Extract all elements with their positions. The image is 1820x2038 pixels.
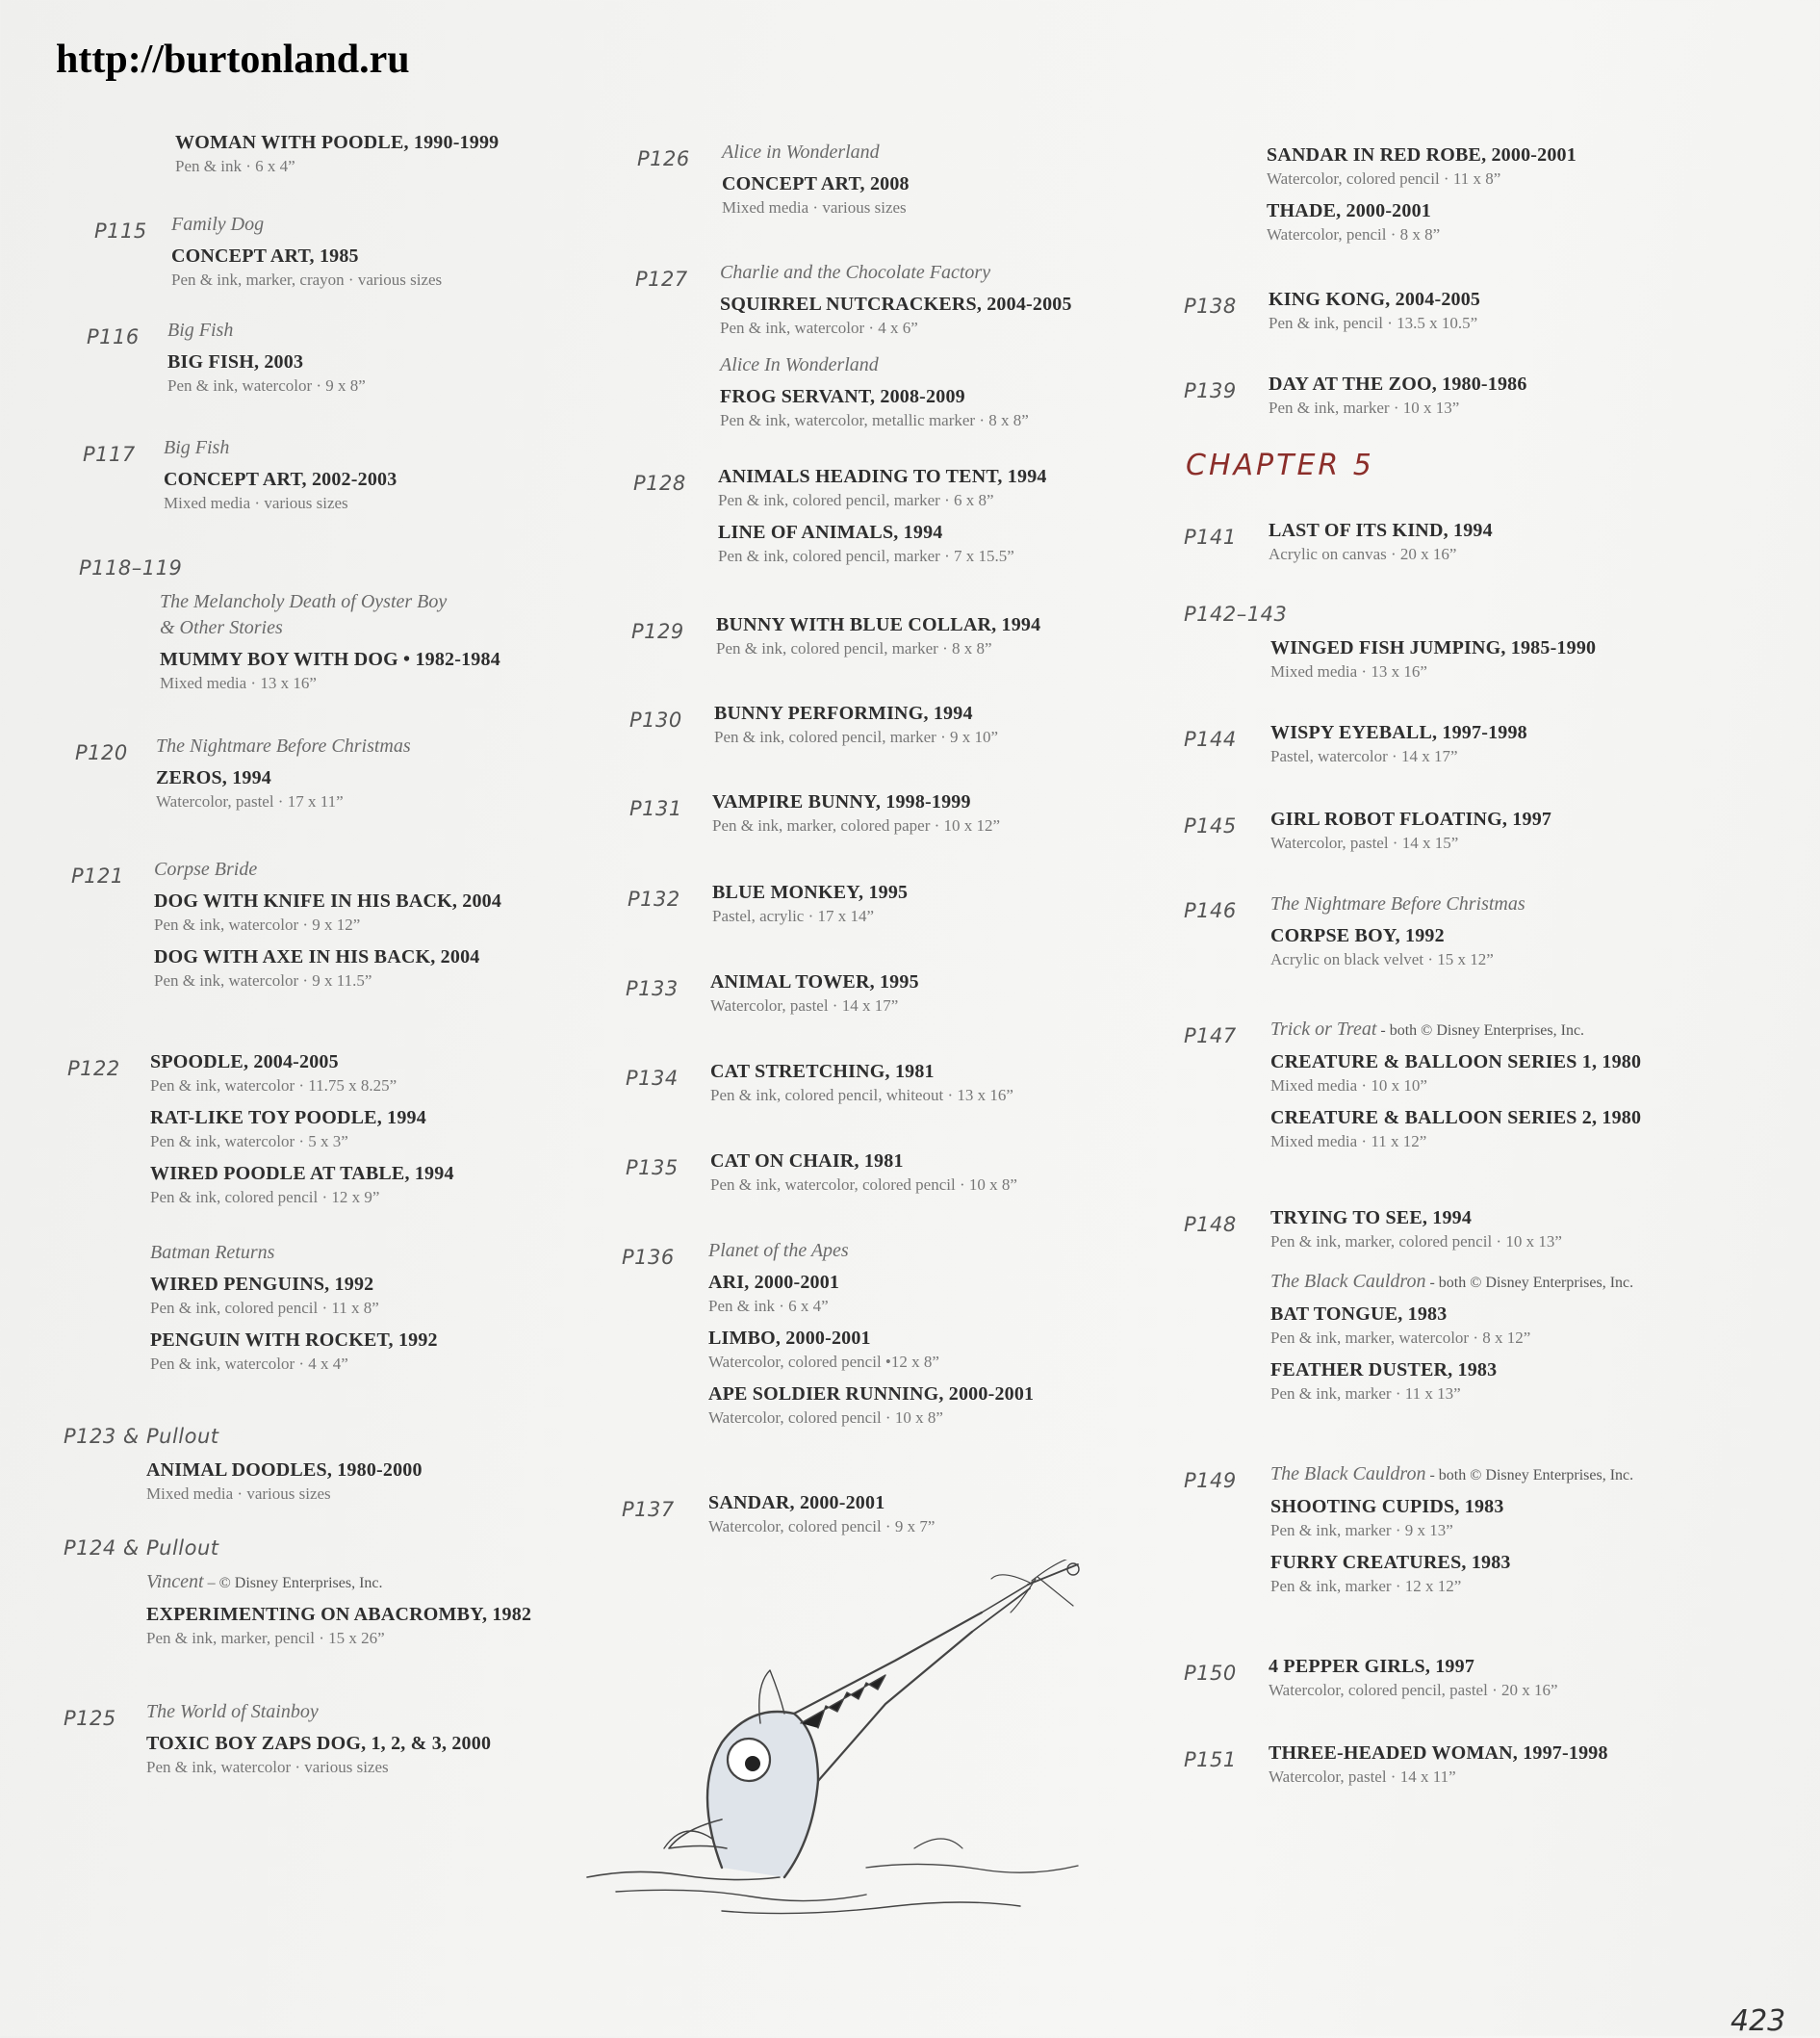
artwork-title: DAY AT THE ZOO, 1980-1986: [1269, 374, 1527, 395]
artwork-medium-size: Pen & ink, watercolor · 9 x 8”: [167, 376, 366, 395]
artwork-title: BUNNY PERFORMING, 1994: [714, 703, 973, 724]
artwork-medium-size: Pen & ink, colored pencil · 12 x 9”: [150, 1188, 380, 1206]
artwork-medium-size: Watercolor, pastel · 14 x 15”: [1270, 834, 1459, 852]
artwork-medium-size: Pen & ink, colored pencil, whiteout · 13 x 16”: [710, 1086, 1013, 1104]
artwork-item: [1269, 372, 1527, 420]
project-name: Trick or Treat: [1270, 1019, 1377, 1040]
project-name: The Nightmare Before Christmas: [1270, 893, 1525, 915]
artwork-item: [716, 612, 1040, 660]
page-reference: P147: [1184, 1024, 1237, 1047]
artwork-title: BAT TONGUE, 1983: [1270, 1303, 1448, 1325]
artwork-title: LINE OF ANIMALS, 1994: [718, 522, 943, 543]
artwork-medium-size: Acrylic on black velvet · 15 x 12”: [1270, 950, 1494, 968]
artwork-medium-size: Watercolor, colored pencil •12 x 8”: [708, 1353, 939, 1371]
artwork-medium-size: Pen & ink, colored pencil, marker · 9 x 10”: [714, 728, 999, 746]
entry-body: [710, 969, 919, 1025]
artwork-title: RAT-LIKE TOY POODLE, 1994: [150, 1107, 426, 1128]
artwork-item: [146, 1602, 531, 1650]
artwork-title: CONCEPT ART, 2002-2003: [164, 469, 397, 490]
artwork-medium-size: Pen & ink, marker · 11 x 13”: [1270, 1384, 1461, 1403]
artwork-medium-size: Pen & ink, colored pencil, marker · 8 x 8”: [716, 639, 992, 658]
project-name: Big Fish: [164, 437, 230, 458]
project-name: Big Fish: [167, 320, 234, 341]
artwork-medium-size: Pen & ink, colored pencil, marker · 7 x 15.5”: [718, 547, 1014, 565]
artwork-title: SPOODLE, 2004-2005: [150, 1051, 339, 1072]
project-title: [167, 318, 366, 344]
artwork-medium-size: Pen & ink, watercolor, metallic marker · 8 x 8”: [720, 411, 1029, 429]
artwork-item: [150, 1161, 454, 1209]
artwork-medium-size: Pen & ink · 6 x 4”: [708, 1297, 829, 1315]
artwork-medium-size: Watercolor, pastel · 17 x 11”: [156, 792, 344, 811]
artwork-item: [1270, 635, 1596, 684]
copyright-credit: - both © Disney Enterprises, Inc.: [1425, 1467, 1634, 1483]
artwork-item: [708, 1270, 1034, 1318]
project-title: [1270, 1017, 1641, 1044]
artwork-title: APE SOLDIER RUNNING, 2000-2001: [708, 1383, 1035, 1405]
chapter-heading: CHAPTER 5: [1186, 449, 1374, 482]
artwork-medium-size: Pen & ink, marker, pencil · 15 x 26”: [146, 1629, 385, 1647]
artwork-medium-size: Pen & ink, marker, colored paper · 10 x 12”: [712, 816, 1001, 835]
project-title: [720, 260, 1072, 286]
artwork-item: [1270, 1302, 1633, 1350]
artwork-title: TRYING TO SEE, 1994: [1270, 1207, 1473, 1228]
artwork-item: [1270, 1494, 1633, 1542]
artwork-item: [708, 1490, 935, 1538]
artwork-medium-size: Pastel, watercolor · 14 x 17”: [1270, 747, 1458, 765]
entry-body: [708, 1490, 935, 1546]
artwork-title: ANIMAL DOODLES, 1980-2000: [146, 1459, 423, 1481]
artwork-item: [710, 1148, 1017, 1197]
project-title: [164, 435, 397, 461]
artwork-title: LIMBO, 2000-2001: [708, 1328, 871, 1349]
page-reference: P138: [1184, 295, 1237, 318]
artwork-title: CORPSE BOY, 1992: [1270, 925, 1445, 946]
artwork-item: [1270, 1550, 1633, 1598]
artwork-title: KING KONG, 2004-2005: [1269, 289, 1481, 310]
page-reference: P132: [628, 888, 680, 911]
artwork-item: [154, 944, 501, 993]
artwork-medium-size: Pen & ink, watercolor · 4 x 4”: [150, 1354, 348, 1373]
copyright-credit: – © Disney Enterprises, Inc.: [203, 1575, 383, 1591]
artwork-item: [150, 1049, 454, 1097]
entry-body: [146, 1569, 531, 1658]
page-reference: P151: [1184, 1748, 1237, 1771]
artwork-item: [156, 765, 411, 813]
entry-body: [146, 1458, 423, 1513]
artwork-title: SANDAR, 2000-2001: [708, 1492, 885, 1513]
entry-body: [1270, 1205, 1562, 1261]
project-name: Batman Returns: [150, 1242, 275, 1263]
artwork-title: TOXIC BOY ZAPS DOG, 1, 2, & 3, 2000: [146, 1733, 492, 1754]
artwork-medium-size: Watercolor, pastel · 14 x 17”: [710, 996, 899, 1015]
artwork-item: [150, 1272, 438, 1320]
entry-body: [1269, 518, 1493, 574]
artwork-item: [718, 520, 1047, 568]
page-number: 423: [1730, 2004, 1786, 2038]
artwork-item: [1270, 1105, 1641, 1153]
artwork-title: SANDAR IN RED ROBE, 2000-2001: [1267, 144, 1576, 166]
entry-body: [154, 857, 501, 1000]
artwork-medium-size: Mixed media · 13 x 16”: [160, 674, 317, 692]
page-reference: P123 & Pullout: [64, 1425, 219, 1448]
project-name: Alice in Wonderland: [722, 142, 880, 163]
entry-body: [175, 130, 499, 186]
artwork-medium-size: Mixed media · 11 x 12”: [1270, 1132, 1427, 1150]
entry-body: [718, 464, 1047, 576]
artwork-medium-size: Pen & ink, marker · 10 x 13”: [1269, 399, 1460, 417]
entry-body: [146, 1699, 491, 1787]
page-reference: P118–119: [79, 556, 183, 580]
page-reference: P126: [637, 147, 690, 170]
project-title: [160, 589, 500, 615]
artwork-title: ANIMALS HEADING TO TENT, 1994: [718, 466, 1047, 487]
artwork-item: [708, 1326, 1034, 1374]
page-reference: P127: [635, 268, 688, 291]
entry-body: [710, 1059, 1013, 1115]
winged-fish-sketch: [577, 1560, 1097, 1925]
artwork-item: [1270, 1357, 1633, 1406]
page-reference: P116: [87, 325, 140, 348]
entry-body: [720, 260, 1072, 348]
page-reference: P130: [629, 709, 682, 732]
artwork-title: ANIMAL TOWER, 1995: [710, 971, 919, 993]
artwork-item: [150, 1105, 454, 1153]
artwork-item: [1267, 198, 1576, 246]
artwork-item: [712, 880, 908, 928]
page-reference: P150: [1184, 1662, 1237, 1685]
artwork-title: CAT STRETCHING, 1981: [710, 1061, 935, 1082]
artwork-medium-size: Pen & ink · 6 x 4”: [175, 157, 295, 175]
page-reference: P133: [626, 977, 679, 1000]
artwork-medium-size: Pen & ink, colored pencil · 11 x 8”: [150, 1299, 379, 1317]
artwork-item: [1269, 518, 1493, 566]
artwork-item: [164, 467, 397, 515]
artwork-item: [1269, 1741, 1608, 1789]
artwork-item: [1267, 142, 1576, 191]
artwork-title: THADE, 2000-2001: [1267, 200, 1431, 221]
artwork-medium-size: Pen & ink, marker, watercolor · 8 x 12”: [1270, 1329, 1531, 1347]
project-title: [1270, 1269, 1633, 1296]
artwork-item: [1269, 1654, 1558, 1702]
entry-body: [714, 701, 998, 757]
project-name: The Melancholy Death of Oyster Boy: [160, 591, 448, 612]
project-title: [146, 1569, 531, 1596]
artwork-medium-size: Pen & ink, watercolor · 4 x 6”: [720, 319, 918, 337]
page-reference: P117: [83, 443, 136, 466]
copyright-credit: - both © Disney Enterprises, Inc.: [1425, 1275, 1634, 1291]
artwork-medium-size: Watercolor, pastel · 14 x 11”: [1269, 1767, 1456, 1786]
entry-body: [1270, 807, 1551, 863]
artwork-title: EXPERIMENTING ON ABACROMBY, 1982: [146, 1604, 532, 1625]
artwork-title: BIG FISH, 2003: [167, 351, 304, 373]
artwork-item: [146, 1731, 491, 1779]
entry-body: [1270, 891, 1525, 979]
project-title: [720, 352, 1029, 378]
artwork-item: [171, 244, 442, 292]
entry-body: [1269, 1741, 1608, 1796]
page-reference: P144: [1184, 728, 1237, 751]
artwork-item: [1270, 1205, 1562, 1253]
artwork-medium-size: Pen & ink, marker, crayon · various sizes: [171, 271, 443, 289]
entry-body: [1270, 635, 1596, 691]
project-name: The Nightmare Before Christmas: [156, 735, 411, 757]
artwork-title: CONCEPT ART, 1985: [171, 245, 359, 267]
artwork-item: [720, 384, 1029, 432]
page-reference: P121: [71, 864, 124, 888]
artwork-medium-size: Pen & ink, watercolor · various sizes: [146, 1758, 389, 1776]
artwork-item: [710, 969, 919, 1018]
entry-body: [1269, 287, 1480, 343]
artwork-medium-size: Pen & ink, watercolor · 11.75 x 8.25”: [150, 1076, 397, 1095]
artwork-item: [150, 1328, 438, 1376]
artwork-item: [175, 130, 499, 178]
artwork-title: WINGED FISH JUMPING, 1985-1990: [1270, 637, 1597, 658]
project-title: [156, 734, 411, 760]
page-reference: P149: [1184, 1469, 1237, 1492]
entry-body: [1270, 1017, 1641, 1161]
project-name: Alice In Wonderland: [720, 354, 879, 375]
artwork-medium-size: Pen & ink, marker, colored pencil · 10 x 13”: [1270, 1232, 1562, 1251]
page-reference: P137: [622, 1498, 675, 1521]
artwork-medium-size: Pen & ink, watercolor · 5 x 3”: [150, 1132, 348, 1150]
artwork-medium-size: Pen & ink, watercolor · 9 x 12”: [154, 916, 361, 934]
artwork-title: MUMMY BOY WITH DOG • 1982-1984: [160, 649, 500, 670]
artwork-title: ARI, 2000-2001: [708, 1272, 840, 1293]
artwork-item: [722, 171, 910, 219]
artwork-title: CAT ON CHAIR, 1981: [710, 1150, 904, 1172]
entry-body: [1267, 142, 1576, 254]
page-reference: P136: [622, 1246, 675, 1269]
artwork-title: 4 PEPPER GIRLS, 1997: [1269, 1656, 1475, 1677]
project-title: [1270, 891, 1525, 917]
artwork-item: [708, 1381, 1034, 1430]
artwork-title: THREE-HEADED WOMAN, 1997-1998: [1269, 1742, 1608, 1764]
artwork-item: [714, 701, 998, 749]
page-reference: P139: [1184, 379, 1237, 402]
entry-body: [1270, 720, 1527, 776]
project-name: Planet of the Apes: [708, 1240, 849, 1261]
project-title: [146, 1699, 491, 1725]
entry-body: [160, 589, 500, 703]
entry-body: [1270, 1269, 1633, 1413]
artwork-medium-size: Pen & ink, watercolor, colored pencil · 10 x 8”: [710, 1175, 1017, 1194]
project-name: The World of Stainboy: [146, 1701, 319, 1722]
artwork-medium-size: Pen & ink, pencil · 13.5 x 10.5”: [1269, 314, 1478, 332]
artwork-title: WIRED POODLE AT TABLE, 1994: [150, 1163, 454, 1184]
page-reference: P131: [629, 797, 682, 820]
page-reference: P142–143: [1184, 603, 1288, 626]
artwork-title: SQUIRREL NUTCRACKERS, 2004-2005: [720, 294, 1072, 315]
entry-body: [722, 140, 910, 227]
page-reference: P120: [75, 741, 128, 764]
entry-body: [1269, 372, 1527, 427]
entry-body: [1270, 1461, 1633, 1606]
entry-body: [171, 212, 442, 299]
artwork-item: [1270, 807, 1551, 855]
artwork-title: CONCEPT ART, 2008: [722, 173, 910, 194]
entry-body: [1269, 1654, 1558, 1710]
project-title: [171, 212, 442, 238]
artwork-medium-size: Mixed media · various sizes: [164, 494, 348, 512]
artwork-title: FEATHER DUSTER, 1983: [1270, 1359, 1498, 1380]
page-reference: P124 & Pullout: [64, 1536, 219, 1560]
artwork-medium-size: Pastel, acrylic · 17 x 14”: [712, 907, 875, 925]
project-name: The Black Cauldron: [1270, 1463, 1426, 1484]
page-reference: P122: [67, 1057, 120, 1080]
artwork-title: FURRY CREATURES, 1983: [1270, 1552, 1511, 1573]
project-name: Family Dog: [171, 214, 265, 235]
project-name: Corpse Bride: [154, 859, 258, 880]
artwork-medium-size: Watercolor, colored pencil · 10 x 8”: [708, 1408, 943, 1427]
artwork-title: WISPY EYEBALL, 1997-1998: [1270, 722, 1527, 743]
project-name: The Black Cauldron: [1270, 1271, 1426, 1292]
entry-body: [716, 612, 1040, 668]
artwork-item: [160, 647, 500, 695]
site-url-watermark: http://burtonland.ru: [56, 38, 410, 82]
artwork-title: SHOOTING CUPIDS, 1983: [1270, 1496, 1504, 1517]
artwork-item: [1270, 923, 1525, 971]
project-title: [154, 857, 501, 883]
page-reference: P135: [626, 1156, 679, 1179]
artwork-item: [1270, 1049, 1641, 1097]
artwork-title: VAMPIRE BUNNY, 1998-1999: [712, 791, 971, 813]
project-title: [708, 1238, 1034, 1264]
artwork-item: [712, 789, 1000, 838]
artwork-title: LAST OF ITS KIND, 1994: [1269, 520, 1493, 541]
page-reference: P125: [64, 1707, 116, 1730]
artwork-title: FROG SERVANT, 2008-2009: [720, 386, 965, 407]
artwork-medium-size: Mixed media · various sizes: [146, 1484, 331, 1503]
entry-body: [150, 1049, 454, 1217]
artwork-item: [720, 292, 1072, 340]
entry-body: [708, 1238, 1034, 1437]
artwork-medium-size: Acrylic on canvas · 20 x 16”: [1269, 545, 1457, 563]
entry-body: [712, 880, 908, 936]
project-name: Charlie and the Chocolate Factory: [720, 262, 991, 283]
artwork-title: WIRED PENGUINS, 1992: [150, 1274, 374, 1295]
page-reference: P128: [633, 472, 686, 495]
page-reference: P148: [1184, 1213, 1237, 1236]
project-title: [150, 1240, 438, 1266]
artwork-item: [718, 464, 1047, 512]
entry-body: [710, 1148, 1017, 1204]
entry-body: [167, 318, 366, 405]
project-title: [1270, 1461, 1633, 1488]
artwork-item: [710, 1059, 1013, 1107]
artwork-item: [167, 349, 366, 398]
artwork-medium-size: Mixed media · 13 x 16”: [1270, 662, 1427, 681]
project-title: [722, 140, 910, 166]
artwork-title: CREATURE & BALLOON SERIES 1, 1980: [1270, 1051, 1642, 1072]
entry-body: [164, 435, 397, 523]
page-reference: P145: [1184, 814, 1237, 838]
entry-body: [156, 734, 411, 821]
artwork-medium-size: Watercolor, pencil · 8 x 8”: [1267, 225, 1441, 244]
artwork-title: CREATURE & BALLOON SERIES 2, 1980: [1270, 1107, 1642, 1128]
artwork-item: [1270, 720, 1527, 768]
artwork-medium-size: Pen & ink, watercolor · 9 x 11.5”: [154, 971, 372, 990]
artwork-title: GIRL ROBOT FLOATING, 1997: [1270, 809, 1552, 830]
artwork-title: DOG WITH AXE IN HIS BACK, 2004: [154, 946, 480, 967]
artwork-medium-size: Watercolor, colored pencil, pastel · 20 x 16”: [1269, 1681, 1558, 1699]
artwork-item: [146, 1458, 423, 1506]
entry-body: [712, 789, 1000, 845]
artwork-medium-size: Pen & ink, marker · 12 x 12”: [1270, 1577, 1462, 1595]
artwork-medium-size: Watercolor, colored pencil · 11 x 8”: [1267, 169, 1501, 188]
page-reference: P146: [1184, 899, 1237, 922]
artwork-title: PENGUIN WITH ROCKET, 1992: [150, 1329, 438, 1351]
artwork-title: BUNNY WITH BLUE COLLAR, 1994: [716, 614, 1041, 635]
artwork-title: ZEROS, 1994: [156, 767, 272, 788]
artwork-title: WOMAN WITH POODLE, 1990-1999: [175, 132, 500, 153]
artwork-medium-size: Pen & ink, colored pencil, marker · 6 x 8”: [718, 491, 994, 509]
artwork-medium-size: Watercolor, colored pencil · 9 x 7”: [708, 1517, 936, 1535]
page-reference: P129: [631, 620, 684, 643]
page-reference: P141: [1184, 526, 1237, 549]
artwork-item: [154, 889, 501, 937]
artwork-medium-size: Mixed media · various sizes: [722, 198, 907, 217]
artwork-item: [1269, 287, 1480, 335]
project-title-line-2: & Other Stories: [160, 617, 283, 638]
copyright-credit: - both © Disney Enterprises, Inc.: [1376, 1022, 1585, 1039]
project-name: Vincent: [146, 1571, 204, 1592]
entry-body: [720, 352, 1029, 440]
entry-body: [150, 1240, 438, 1383]
artwork-title: DOG WITH KNIFE IN HIS BACK, 2004: [154, 890, 502, 912]
artwork-medium-size: Mixed media · 10 x 10”: [1270, 1076, 1427, 1095]
page-reference: P134: [626, 1067, 679, 1090]
page-reference: P115: [94, 219, 147, 243]
artwork-medium-size: Pen & ink, marker · 9 x 13”: [1270, 1521, 1453, 1539]
artwork-title: BLUE MONKEY, 1995: [712, 882, 909, 903]
